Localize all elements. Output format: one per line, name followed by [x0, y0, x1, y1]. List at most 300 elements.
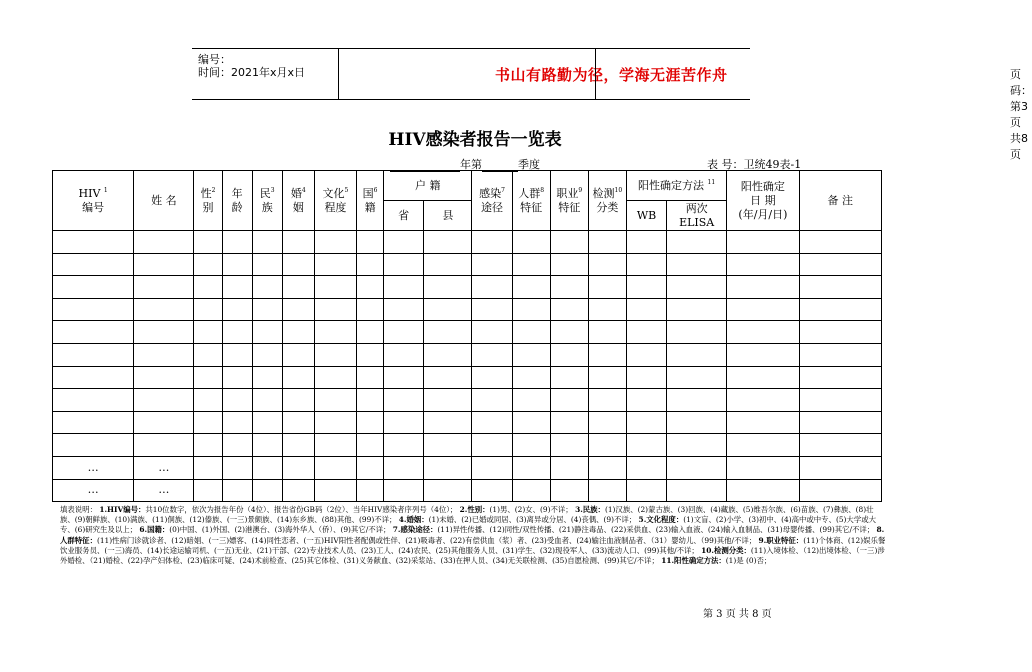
table-cell[interactable] [252, 231, 282, 254]
route-label-b: 途径 [480, 200, 503, 214]
table-cell[interactable] [194, 456, 222, 479]
table-cell[interactable] [424, 456, 472, 479]
table-cell[interactable] [550, 434, 588, 457]
table-cell[interactable] [222, 389, 252, 412]
notes-intro: 填表说明： [60, 505, 97, 514]
table-cell[interactable] [626, 456, 666, 479]
table-cell[interactable] [222, 253, 252, 276]
fill-instructions [60, 505, 888, 566]
table-cell[interactable] [667, 253, 727, 276]
table-cell[interactable] [799, 321, 881, 344]
table-cell[interactable] [588, 276, 626, 299]
table-cell[interactable] [424, 253, 472, 276]
table-cell[interactable] [357, 231, 384, 254]
table-cell[interactable] [626, 253, 666, 276]
table-cell[interactable] [314, 434, 356, 457]
table-cell[interactable] [357, 456, 384, 479]
table-cell[interactable] [667, 411, 727, 434]
table-cell[interactable] [472, 321, 512, 344]
table-cell[interactable] [667, 321, 727, 344]
table-cell[interactable] [550, 343, 588, 366]
table-cell[interactable] [799, 456, 881, 479]
table-cell[interactable] [53, 411, 134, 434]
table-cell[interactable] [512, 479, 550, 502]
route-footnote: 7 [501, 186, 505, 194]
table-cell[interactable] [512, 366, 550, 389]
note-4-text: (1)未婚、(2)已婚或同居、(3)离异或分居、(4)丧偶、(9)不详； [428, 515, 637, 525]
table-cell[interactable] [626, 298, 666, 321]
table-cell[interactable] [384, 411, 424, 434]
note-6-head: 6.国籍： [139, 525, 170, 535]
table-cell[interactable] [282, 276, 314, 299]
table-cell[interactable] [727, 389, 799, 412]
confirm-label: 阳性确定方法 [638, 178, 705, 192]
table-cell[interactable] [799, 366, 881, 389]
table-cell[interactable] [134, 389, 194, 412]
sex-label-b: 别 [202, 200, 214, 214]
table-cell[interactable] [384, 366, 424, 389]
table-cell[interactable] [424, 321, 472, 344]
table-cell[interactable] [727, 343, 799, 366]
table-cell[interactable] [588, 343, 626, 366]
table-cell[interactable] [384, 276, 424, 299]
table-cell[interactable] [667, 231, 727, 254]
table-cell[interactable] [727, 366, 799, 389]
table-row [53, 231, 882, 254]
sex-label-a: 性 [200, 186, 212, 200]
table-cell[interactable] [472, 479, 512, 502]
col-job [550, 171, 588, 231]
table-number: 表 号：卫统49表-1 [707, 158, 802, 171]
table-cell[interactable] [357, 298, 384, 321]
table-cell[interactable] [314, 321, 356, 344]
page-label: 页码：第3页 共8页 [1010, 68, 1032, 161]
note-1-head: 1.HIV编号： [99, 505, 146, 514]
table-cell[interactable] [588, 479, 626, 502]
report-table [52, 170, 882, 502]
table-cell[interactable] [472, 298, 512, 321]
table-cell[interactable] [194, 411, 222, 434]
table-cell[interactable] [727, 231, 799, 254]
table-cell[interactable] [384, 479, 424, 502]
table-cell[interactable] [472, 343, 512, 366]
table-cell[interactable] [53, 321, 134, 344]
table-cell[interactable] [727, 434, 799, 457]
edu-label-a: 文化 [322, 186, 345, 200]
table-cell[interactable] [588, 366, 626, 389]
table-cell[interactable] [512, 456, 550, 479]
table-cell[interactable] [194, 276, 222, 299]
note-4-head: 4.婚姻： [398, 515, 429, 525]
table-row [53, 366, 882, 389]
time-label: 时间：2021年x月x日 [198, 66, 306, 79]
table-cell[interactable] [550, 231, 588, 254]
table-cell[interactable] [799, 411, 881, 434]
table-cell[interactable] [588, 298, 626, 321]
table-cell[interactable] [424, 231, 472, 254]
col-age [222, 171, 252, 231]
table-cell[interactable] [667, 276, 727, 299]
table-cell[interactable] [222, 434, 252, 457]
note-8-head: 8.人群特征： [60, 525, 885, 545]
table-cell[interactable] [194, 343, 222, 366]
table-cell[interactable] [384, 389, 424, 412]
job-label-a: 职业 [556, 186, 579, 200]
table-cell[interactable] [314, 389, 356, 412]
table-cell[interactable] [134, 366, 194, 389]
table-cell[interactable] [667, 343, 727, 366]
table-cell[interactable] [314, 231, 356, 254]
year-label: 年第 [460, 158, 482, 171]
table-row [53, 411, 882, 434]
table-cell[interactable] [194, 231, 222, 254]
table-cell[interactable] [667, 434, 727, 457]
col-huji [384, 171, 472, 201]
table-cell[interactable] [282, 343, 314, 366]
col-ethnicity [252, 171, 282, 231]
table-cell[interactable] [472, 366, 512, 389]
table-cell[interactable] [626, 389, 666, 412]
table-cell[interactable] [282, 231, 314, 254]
table-cell[interactable] [222, 456, 252, 479]
table-cell[interactable] [727, 321, 799, 344]
table-cell[interactable] [222, 343, 252, 366]
table-cell[interactable] [282, 298, 314, 321]
table-cell[interactable] [799, 231, 881, 254]
table-cell[interactable] [626, 366, 666, 389]
table-cell[interactable] [424, 479, 472, 502]
table-cell[interactable] [222, 231, 252, 254]
table-cell[interactable] [472, 276, 512, 299]
table-cell[interactable] [472, 231, 512, 254]
table-cell[interactable] [53, 366, 134, 389]
table-cell[interactable] [357, 343, 384, 366]
table-cell[interactable] [472, 456, 512, 479]
eth-footnote: 3 [270, 186, 275, 194]
table-cell[interactable] [134, 253, 194, 276]
table-cell[interactable] [588, 389, 626, 412]
table-cell[interactable] [252, 253, 282, 276]
col-nationality [357, 171, 384, 231]
table-cell[interactable] [282, 389, 314, 412]
table-cell[interactable] [194, 298, 222, 321]
grp-label-b: 特征 [520, 200, 543, 214]
table-cell[interactable] [53, 298, 134, 321]
table-cell[interactable] [134, 321, 194, 344]
eth-label-a: 民 [259, 186, 271, 200]
table-cell[interactable] [550, 479, 588, 502]
age-label-b: 龄 [231, 200, 243, 214]
note-6-text: (0)中国、(1)外国、(2)港澳台、(3)海外华人（侨）、(9)其它/不详； [169, 525, 391, 535]
table-cell[interactable] [134, 276, 194, 299]
table-cell[interactable] [384, 231, 424, 254]
col-education [314, 171, 356, 231]
col-wb [626, 201, 666, 231]
note-2-head: 2.性别： [459, 505, 490, 514]
table-cell[interactable] [626, 231, 666, 254]
table-cell[interactable] [626, 434, 666, 457]
table-cell[interactable] [194, 321, 222, 344]
table-row [53, 479, 882, 502]
table-cell[interactable] [424, 343, 472, 366]
job-footnote: 9 [578, 186, 583, 194]
table-cell[interactable] [222, 479, 252, 502]
table-cell[interactable] [384, 343, 424, 366]
table-cell[interactable] [384, 456, 424, 479]
table-cell[interactable] [53, 231, 134, 254]
nat-footnote: 6 [373, 186, 378, 194]
table-cell[interactable] [799, 253, 881, 276]
table-cell[interactable] [799, 389, 881, 412]
quarter-label: 季度 [518, 158, 540, 171]
table-cell[interactable] [512, 343, 550, 366]
table-cell[interactable] [282, 321, 314, 344]
table-cell[interactable] [134, 231, 194, 254]
table-cell[interactable] [588, 253, 626, 276]
table-cell[interactable] [314, 343, 356, 366]
table-cell[interactable] [588, 231, 626, 254]
table-cell[interactable] [799, 434, 881, 457]
table-cell[interactable] [626, 479, 666, 502]
table-cell[interactable] [314, 456, 356, 479]
table-cell[interactable] [194, 366, 222, 389]
table-cell[interactable] [252, 276, 282, 299]
page-footer: 第 3 页 共 8 页 [703, 609, 772, 620]
table-cell[interactable] [799, 479, 881, 502]
table-cell[interactable] [799, 276, 881, 299]
table-cell[interactable] [588, 456, 626, 479]
eth-label-b: 族 [261, 200, 273, 214]
col-province [384, 201, 424, 231]
table-cell[interactable] [472, 253, 512, 276]
table-cell[interactable] [53, 253, 134, 276]
table-cell[interactable] [357, 321, 384, 344]
table-cell[interactable] [134, 411, 194, 434]
nat-label-b: 籍 [364, 200, 376, 214]
col-group [512, 171, 550, 231]
ellipsis-cell[interactable]: … [53, 479, 134, 502]
table-cell[interactable] [282, 434, 314, 457]
table-cell[interactable] [472, 411, 512, 434]
table-cell[interactable] [424, 276, 472, 299]
col-hiv-no [53, 171, 134, 231]
table-cell[interactable] [314, 411, 356, 434]
note-10-head: 10.检测分类： [701, 545, 751, 555]
table-cell[interactable] [799, 298, 881, 321]
table-cell[interactable] [53, 343, 134, 366]
table-cell[interactable] [282, 366, 314, 389]
table-cell[interactable] [252, 456, 282, 479]
table-cell[interactable] [357, 366, 384, 389]
nat-label-a: 国 [362, 186, 374, 200]
table-cell[interactable] [384, 434, 424, 457]
table-cell[interactable] [550, 389, 588, 412]
date-label-a: 阳性确定 [740, 179, 785, 193]
test-footnote: 10 [614, 186, 623, 194]
table-cell[interactable] [252, 298, 282, 321]
table-cell[interactable] [550, 321, 588, 344]
table-cell[interactable] [384, 253, 424, 276]
table-cell[interactable] [194, 253, 222, 276]
table-cell[interactable] [194, 389, 222, 412]
table-cell[interactable] [626, 276, 666, 299]
table-cell[interactable] [424, 434, 472, 457]
table-cell[interactable] [357, 253, 384, 276]
table-cell[interactable] [134, 434, 194, 457]
table-cell[interactable] [512, 276, 550, 299]
table-cell[interactable] [667, 366, 727, 389]
table-cell[interactable] [282, 456, 314, 479]
province-label: 省 [398, 208, 410, 222]
table-cell[interactable] [252, 389, 282, 412]
note-3-head: 3.民族： [575, 505, 605, 514]
table-cell[interactable] [357, 411, 384, 434]
table-cell[interactable] [134, 298, 194, 321]
table-cell[interactable] [667, 456, 727, 479]
table-cell[interactable] [512, 298, 550, 321]
table-cell[interactable] [626, 411, 666, 434]
table-cell[interactable] [550, 253, 588, 276]
table-cell[interactable] [314, 366, 356, 389]
table-cell[interactable] [512, 411, 550, 434]
col-name [134, 171, 194, 231]
table-cell[interactable] [314, 276, 356, 299]
note-5-head: 5.文化程度： [638, 515, 684, 525]
table-cell[interactable] [357, 479, 384, 502]
table-cell[interactable] [667, 298, 727, 321]
county-label: 县 [442, 208, 454, 222]
table-cell[interactable] [252, 321, 282, 344]
note-11-text: (1)是 (0)否； [725, 556, 772, 566]
table-cell[interactable] [222, 276, 252, 299]
table-cell[interactable] [727, 298, 799, 321]
ellipsis-cell[interactable]: … [134, 479, 194, 502]
table-cell[interactable] [282, 411, 314, 434]
edu-label-b: 程度 [324, 200, 347, 214]
table-cell[interactable] [472, 389, 512, 412]
table-row [53, 456, 882, 479]
huji-label: 户 籍 [415, 178, 441, 192]
table-cell[interactable] [799, 343, 881, 366]
note-7-text: (11)异性传播、(12)同性/双性传播、(21)静注毒品、(22)采供血、(23)输入血液、(24)输入血制品、(31)母婴传播、(99)其它/不详； [437, 525, 875, 535]
table-cell[interactable] [252, 343, 282, 366]
table-row [53, 298, 882, 321]
table-cell[interactable] [667, 389, 727, 412]
table-cell[interactable] [727, 276, 799, 299]
table-cell[interactable] [588, 434, 626, 457]
note-7-head: 7.感染途径： [392, 525, 438, 535]
table-cell[interactable] [626, 321, 666, 344]
table-cell[interactable] [194, 479, 222, 502]
col-elisa [667, 201, 727, 231]
table-cell[interactable] [424, 389, 472, 412]
table-row [53, 276, 882, 299]
table-cell[interactable] [357, 389, 384, 412]
table-cell[interactable] [384, 321, 424, 344]
table-cell[interactable] [424, 411, 472, 434]
table-row [53, 321, 882, 344]
col-county [424, 201, 472, 231]
header-right-cell [595, 49, 1032, 161]
table-cell[interactable] [550, 298, 588, 321]
test-label-a: 检测 [592, 186, 615, 200]
table-cell[interactable] [472, 434, 512, 457]
table-cell[interactable] [314, 479, 356, 502]
hiv-footnote: 1 [103, 186, 108, 194]
wb-label: WB [636, 208, 657, 222]
table-cell[interactable] [222, 321, 252, 344]
table-cell[interactable] [252, 479, 282, 502]
table-cell[interactable] [512, 321, 550, 344]
col-test [588, 171, 626, 231]
table-cell[interactable] [424, 366, 472, 389]
table-cell[interactable] [512, 389, 550, 412]
table-cell[interactable] [222, 298, 252, 321]
motto: 书山有路勤为径，学海无涯苦作舟 [495, 66, 728, 84]
note-3-text: (1)汉族、(2)蒙古族、(3)回族、(4)藏族、(5)维吾尔族、(6)苗族、(7)彝族、(8)壮族、(9)朝鲜族、(10)满族、(11)侗族、(12)傣族、(一三)景颇族、(14)东乡族、(88)其他、(99)不详； [60, 505, 874, 525]
date-label-b: 日 期 [750, 193, 776, 207]
table-cell[interactable] [314, 253, 356, 276]
table-cell[interactable] [550, 456, 588, 479]
ellipsis-cell[interactable]: … [53, 456, 134, 479]
table-cell[interactable] [252, 434, 282, 457]
table-cell[interactable] [550, 276, 588, 299]
table-cell[interactable] [222, 366, 252, 389]
confirm-footnote: 11 [707, 178, 716, 186]
table-cell[interactable] [134, 343, 194, 366]
table-cell[interactable] [626, 343, 666, 366]
col-sex [194, 171, 222, 231]
note-5-text: (1)文盲、(2)小学、(3)初中、(4)高中或中专、(5)大学或大专、(6)研究生及以上； [60, 515, 876, 535]
table-cell[interactable] [384, 298, 424, 321]
table-cell[interactable] [667, 479, 727, 502]
table-cell[interactable] [727, 411, 799, 434]
sex-footnote: 2 [211, 186, 216, 194]
table-cell[interactable] [53, 276, 134, 299]
table-cell[interactable] [424, 298, 472, 321]
col-route [472, 171, 512, 231]
table-cell[interactable] [282, 253, 314, 276]
table-cell[interactable] [282, 479, 314, 502]
page-title: HIV感染者报告一览表 [388, 130, 562, 150]
table-cell[interactable] [194, 434, 222, 457]
table-cell[interactable] [727, 456, 799, 479]
table-cell[interactable] [727, 253, 799, 276]
table-cell[interactable] [222, 411, 252, 434]
note-1-text: 共10位数字，依次为报告年份（4位）、报告省份GB码（2位）、当年HIV感染者序列号（4位）； [145, 505, 458, 514]
table-cell[interactable] [588, 411, 626, 434]
ellipsis-cell[interactable]: … [134, 456, 194, 479]
table-cell[interactable] [588, 321, 626, 344]
table-cell[interactable] [357, 276, 384, 299]
table-cell[interactable] [512, 253, 550, 276]
table-cell[interactable] [550, 411, 588, 434]
table-cell[interactable] [727, 479, 799, 502]
col-remark [799, 171, 881, 231]
table-cell[interactable] [53, 389, 134, 412]
hiv-no-label: 编号 [82, 200, 105, 214]
table-cell[interactable] [512, 231, 550, 254]
table-cell[interactable] [53, 434, 134, 457]
table-cell[interactable] [314, 298, 356, 321]
table-cell[interactable] [252, 366, 282, 389]
table-cell[interactable] [252, 411, 282, 434]
table-cell[interactable] [357, 434, 384, 457]
mar-label-b: 姻 [292, 200, 304, 214]
note-10-text: (11)入境体检、（12)出境体检、（一三)涉外婚检、（21)婚检、(22)孕产妇体检、(23)临床可疑、(24)术前检查、(25)其它体检、(31)义务献血、(32)采浆站、(33)在押人员、(34)无关联检测、(35)自愿检测、(99)其它/不详； [60, 545, 885, 566]
table-cell[interactable] [550, 366, 588, 389]
table-cell[interactable] [512, 434, 550, 457]
